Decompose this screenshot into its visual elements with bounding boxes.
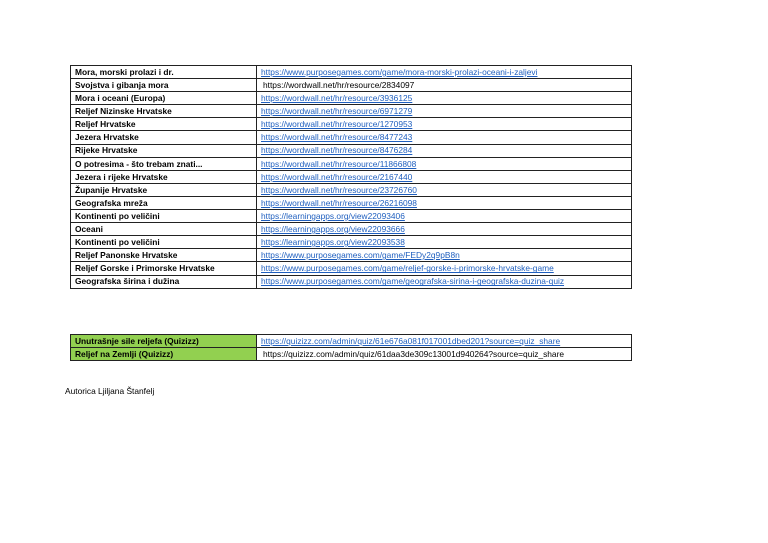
table-row [71, 183, 632, 196]
resource-url-cell [257, 170, 632, 183]
resource-url-cell [257, 223, 632, 236]
table-row [71, 223, 632, 236]
table-row [71, 131, 632, 144]
resource-url-cell [257, 348, 632, 361]
resource-url-cell [257, 79, 632, 92]
table-row [71, 92, 632, 105]
resources-table-body [71, 66, 632, 289]
resource-name-cell: Reljef Gorske i Primorske Hrvatske [71, 262, 257, 275]
table-row [71, 275, 632, 288]
resource-link[interactable]: https://wordwall.net/hr/resource/8477243 [261, 132, 413, 143]
resource-link[interactable]: https://wordwall.net/hr/resource/23726760 [261, 184, 417, 195]
resource-url-cell [257, 157, 632, 170]
table-row [71, 236, 632, 249]
resource-url-cell [257, 118, 632, 131]
resource-link[interactable]: https://wordwall.net/hr/resource/26216098 [261, 197, 417, 208]
resource-link[interactable]: https://wordwall.net/hr/resource/3936125 [261, 93, 413, 104]
resource-name-cell: Reljef Nizinske Hrvatske [71, 105, 257, 118]
resource-link[interactable]: https://wordwall.net/hr/resource/8476284 [261, 145, 413, 156]
resource-url-cell [257, 196, 632, 209]
resource-url-cell [257, 144, 632, 157]
resource-url-cell [257, 131, 632, 144]
table-row [71, 66, 632, 79]
resource-name-cell: Mora i oceani (Europa) [71, 92, 257, 105]
resource-name-cell: Kontinenti po veličini [71, 236, 257, 249]
resource-name-cell: Rijeke Hrvatske [71, 144, 257, 157]
resource-url-cell [257, 105, 632, 118]
table-row [71, 118, 632, 131]
resource-name-cell: Geografska mreža [71, 196, 257, 209]
table-row [71, 196, 632, 209]
resources-table [70, 65, 632, 289]
resource-name-cell: Reljef Hrvatske [71, 118, 257, 131]
resource-name-cell: Geografska širina i dužina [71, 275, 257, 288]
resource-url-cell [257, 210, 632, 223]
resource-name-cell: Mora, morski prolazi i dr. [71, 66, 257, 79]
resource-link[interactable]: https://quizizz.com/admin/quiz/61e676a081f017001dbed201?source=quiz_share [261, 335, 561, 346]
table-row [71, 170, 632, 183]
resource-name-cell: Oceani [71, 223, 257, 236]
author-note: Autorica Ljiljana Štanfelj [65, 386, 155, 396]
resource-name-cell: Jezera Hrvatske [71, 131, 257, 144]
quiz-table-body [71, 335, 632, 361]
resource-name-cell: Svojstva i gibanja mora [71, 79, 257, 92]
resource-link[interactable]: https://www.purposegames.com/game/FEDy2q9pB8n [261, 250, 460, 261]
resource-name-cell: Unutrašnje sile reljefa (Quizizz) [71, 335, 257, 348]
resource-url-cell [257, 66, 632, 79]
resource-url-cell [257, 249, 632, 262]
resource-url-cell [257, 262, 632, 275]
resource-url-cell [257, 236, 632, 249]
resource-link[interactable]: https://www.purposegames.com/game/geografska-sirina-i-geografska-duzina-quiz [261, 276, 565, 287]
table-row [71, 157, 632, 170]
quiz-table [70, 334, 632, 361]
resource-link[interactable]: https://www.purposegames.com/game/reljef-gorske-i-primorske-hrvatske-game [261, 263, 554, 274]
table-row [71, 348, 632, 361]
resource-link[interactable]: https://wordwall.net/hr/resource/1270953 [261, 119, 413, 130]
table-row [71, 335, 632, 348]
resource-url-text: https://quizizz.com/admin/quiz/61daa3de309c13001d940264?source=quiz_share [263, 348, 565, 359]
table-row [71, 79, 632, 92]
table-row [71, 249, 632, 262]
resource-link[interactable]: https://wordwall.net/hr/resource/2167440 [261, 171, 413, 182]
resource-url-cell [257, 275, 632, 288]
resource-name-cell: Kontinenti po veličini [71, 210, 257, 223]
table-row [71, 105, 632, 118]
resource-link[interactable]: https://wordwall.net/hr/resource/11866808 [261, 158, 417, 169]
resource-link[interactable]: https://learningapps.org/view22093406 [261, 210, 405, 221]
resource-url-cell [257, 335, 632, 348]
resource-link[interactable]: https://www.purposegames.com/game/mora-morski-prolazi-oceani-i-zaljevi [261, 66, 538, 77]
resource-url-text: https://wordwall.net/hr/resource/2834097 [263, 79, 415, 90]
resource-name-cell: Reljef na Zemlji (Quizizz) [71, 348, 257, 361]
resource-link[interactable]: https://learningapps.org/view22093666 [261, 223, 405, 234]
resource-url-cell [257, 92, 632, 105]
resource-link[interactable]: https://wordwall.net/hr/resource/6971279 [261, 106, 413, 117]
table-row [71, 144, 632, 157]
resource-name-cell: Županije Hrvatske [71, 183, 257, 196]
table-row [71, 210, 632, 223]
resource-link[interactable]: https://learningapps.org/view22093538 [261, 237, 405, 248]
resource-name-cell: O potresima - što trebam znati... [71, 157, 257, 170]
resource-url-cell [257, 183, 632, 196]
resource-name-cell: Reljef Panonske Hrvatske [71, 249, 257, 262]
resource-name-cell: Jezera i rijeke Hrvatske [71, 170, 257, 183]
table-row [71, 262, 632, 275]
